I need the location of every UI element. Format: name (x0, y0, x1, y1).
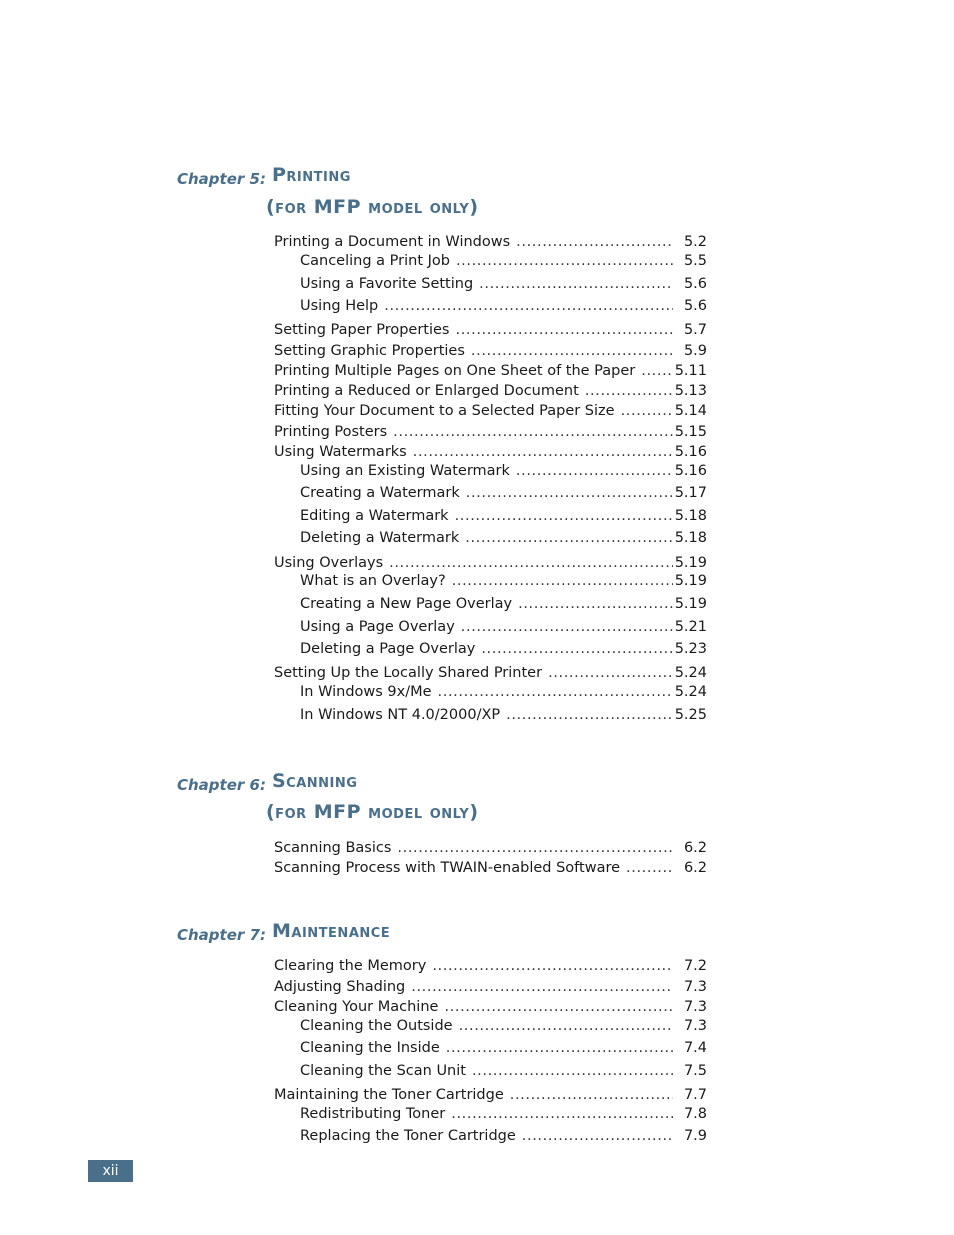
toc-leader-dots (641, 362, 673, 380)
toc-entry-title: Creating a New Page Overlay (300, 596, 513, 612)
toc-entry-page: 5.5 (683, 253, 707, 269)
toc-entry-title: Cleaning the Outside (300, 1018, 453, 1034)
toc-entry[interactable] (274, 342, 707, 360)
toc-entry-page: 5.19 (674, 573, 707, 589)
toc-entry-title: Replacing the Toner Cartridge (300, 1128, 516, 1144)
chapter-6-label: Chapter 6: (177, 776, 266, 794)
toc-entry[interactable] (274, 321, 707, 339)
toc-entry-title: Printing a Document in Windows (274, 234, 511, 250)
toc-leader-dots (621, 402, 673, 420)
toc-entry-page: 7.9 (683, 1128, 707, 1144)
toc-entry-page: 7.2 (683, 958, 707, 974)
toc-entry-title: Redistributing Toner (300, 1106, 446, 1122)
toc-leader-dots (585, 382, 673, 400)
toc-entry-page: 5.19 (674, 596, 707, 612)
chapter-5-title: Printing (272, 164, 351, 186)
toc-entry[interactable] (300, 595, 707, 613)
toc-entry[interactable] (300, 507, 707, 525)
chapter-6-title: Scanning (272, 770, 358, 792)
toc-leader-dots (479, 275, 673, 293)
toc-entry[interactable] (300, 462, 707, 480)
toc-entry[interactable] (300, 275, 707, 293)
toc-entry-page: 5.6 (683, 298, 707, 314)
toc-entry-title: Using Help (300, 298, 379, 314)
toc-entry-title: Clearing the Memory (274, 958, 427, 974)
toc-entry-title: Maintaining the Toner Cartridge (274, 1087, 504, 1103)
toc-entry-page: 5.16 (674, 463, 707, 479)
toc-leader-dots (461, 618, 673, 636)
toc-entry[interactable] (300, 529, 707, 547)
toc-leader-dots (432, 957, 673, 975)
toc-entry-title: Setting Up the Locally Shared Printer (274, 665, 543, 681)
toc-entry-title: Using Overlays (274, 555, 384, 571)
toc-entry-title: Deleting a Page Overlay (300, 641, 476, 657)
toc-entry[interactable] (300, 1062, 707, 1080)
toc-entry-title: Cleaning the Scan Unit (300, 1063, 466, 1079)
toc-entry[interactable] (274, 957, 707, 975)
toc-entry[interactable] (274, 554, 707, 572)
toc-entry-title: Setting Graphic Properties (274, 343, 465, 359)
toc-entry[interactable] (274, 233, 707, 251)
toc-leader-dots (456, 252, 673, 270)
toc-entry-title: Using a Page Overlay (300, 619, 455, 635)
toc-entry[interactable] (274, 998, 707, 1016)
toc-leader-dots (444, 998, 673, 1016)
toc-entry-title: Scanning Process with TWAIN-enabled Software (274, 860, 621, 876)
toc-leader-dots (446, 1039, 673, 1057)
toc-entry-title: Deleting a Watermark (300, 530, 460, 546)
toc-entry[interactable] (300, 297, 707, 315)
toc-entry-title: Creating a Watermark (300, 485, 460, 501)
toc-entry[interactable] (274, 423, 707, 441)
toc-entry[interactable] (300, 706, 707, 724)
toc-leader-dots (452, 572, 673, 590)
toc-entry-page: 5.13 (674, 383, 707, 399)
toc-entry-page: 5.7 (683, 322, 707, 338)
toc-entry-page: 7.4 (683, 1040, 707, 1056)
toc-entry-page: 5.6 (683, 276, 707, 292)
toc-entry-page: 5.14 (674, 403, 707, 419)
toc-entry-page: 7.7 (683, 1087, 707, 1103)
toc-leader-dots (438, 683, 673, 701)
toc-entry-page: 5.19 (674, 555, 707, 571)
chapter-6-subtitle: (for MFP model only) (266, 801, 479, 823)
toc-entry-page: 5.23 (674, 641, 707, 657)
toc-leader-dots (384, 297, 673, 315)
toc-leader-dots (516, 233, 673, 251)
toc-leader-dots (472, 1062, 673, 1080)
toc-leader-dots (548, 664, 673, 682)
toc-entry[interactable] (300, 1039, 707, 1057)
toc-entry-page: 5.15 (674, 424, 707, 440)
chapter-5-label: Chapter 5: (177, 170, 266, 188)
toc-entry[interactable] (300, 618, 707, 636)
toc-entry-page: 5.24 (674, 684, 707, 700)
toc-entry-title: Cleaning the Inside (300, 1040, 440, 1056)
toc-entry[interactable] (274, 839, 707, 857)
toc-entry-page: 6.2 (683, 860, 707, 876)
toc-entry-title: Setting Paper Properties (274, 322, 450, 338)
toc-entry-title: Using a Favorite Setting (300, 276, 474, 292)
toc-entry-title: Editing a Watermark (300, 508, 449, 524)
toc-entry-title: In Windows NT 4.0/2000/XP (300, 707, 501, 723)
toc-entry-page: 5.21 (674, 619, 707, 635)
toc-entry[interactable] (274, 859, 707, 877)
toc-entry-page: 5.18 (674, 508, 707, 524)
toc-leader-dots (516, 462, 673, 480)
toc-entry-page: 5.9 (683, 343, 707, 359)
toc-leader-dots (518, 595, 673, 613)
toc-entry-title: In Windows 9x/Me (300, 684, 432, 700)
toc-leader-dots (522, 1127, 673, 1145)
toc-leader-dots (506, 706, 673, 724)
toc-entry-title: Printing a Reduced or Enlarged Document (274, 383, 579, 399)
toc-entry[interactable] (274, 978, 707, 996)
toc-entry[interactable] (300, 640, 707, 658)
toc-entry[interactable] (274, 362, 707, 380)
toc-entry-title: Cleaning Your Machine (274, 999, 439, 1015)
toc-entry[interactable] (274, 382, 707, 400)
toc-leader-dots (481, 640, 673, 658)
toc-entry-title: Using Watermarks (274, 444, 407, 460)
toc-entry-page: 7.5 (683, 1063, 707, 1079)
toc-leader-dots (455, 507, 673, 525)
toc-leader-dots (411, 978, 673, 996)
toc-entry-page: 5.16 (674, 444, 707, 460)
toc-entry-title: Printing Posters (274, 424, 388, 440)
toc-entry[interactable] (300, 1105, 707, 1123)
toc-entry-page: 7.3 (683, 999, 707, 1015)
toc-leader-dots (413, 443, 673, 461)
toc-entry-page: 5.25 (674, 707, 707, 723)
toc-leader-dots (451, 1105, 673, 1123)
toc-entry[interactable] (274, 402, 707, 420)
toc-entry-page: 5.24 (674, 665, 707, 681)
toc-entry-page: 5.2 (683, 234, 707, 250)
toc-leader-dots (459, 1017, 673, 1035)
toc-entry-page: 7.3 (683, 979, 707, 995)
toc-entry[interactable] (300, 1127, 707, 1145)
toc-leader-dots (455, 321, 673, 339)
toc-entry-title: Fitting Your Document to a Selected Paper Size (274, 403, 615, 419)
chapter-7-label: Chapter 7: (177, 926, 266, 944)
toc-entry-page: 7.3 (683, 1018, 707, 1034)
page-number-badge: xii (88, 1160, 133, 1182)
toc-leader-dots (510, 1086, 673, 1104)
toc-entry-title: Scanning Basics (274, 840, 392, 856)
toc-entry[interactable] (300, 1017, 707, 1035)
chapter-7-title: Maintenance (272, 920, 391, 942)
toc-entry-page: 6.2 (683, 840, 707, 856)
toc-leader-dots (471, 342, 673, 360)
toc-leader-dots (389, 554, 673, 572)
toc-entry-page: 5.11 (674, 363, 707, 379)
toc-entry[interactable] (300, 572, 707, 590)
toc-leader-dots (397, 839, 673, 857)
chapter-5-subtitle: (for MFP model only) (266, 196, 479, 218)
toc-entry-title: Canceling a Print Job (300, 253, 450, 269)
toc-entry-title: What is an Overlay? (300, 573, 446, 589)
toc-entry[interactable] (274, 1086, 707, 1104)
toc-entry-title: Using an Existing Watermark (300, 463, 510, 479)
toc-entry[interactable] (300, 252, 707, 270)
toc-entry-title: Printing Multiple Pages on One Sheet of the Paper (274, 363, 636, 379)
toc-entry[interactable] (274, 664, 707, 682)
toc-entry[interactable] (300, 683, 707, 701)
toc-leader-dots (465, 529, 673, 547)
toc-leader-dots (466, 484, 673, 502)
toc-entry-page: 5.18 (674, 530, 707, 546)
toc-entry-page: 5.17 (674, 485, 707, 501)
toc-leader-dots (626, 859, 673, 877)
toc-entry-page: 7.8 (683, 1106, 707, 1122)
toc-entry[interactable] (300, 484, 707, 502)
toc-entry-title: Adjusting Shading (274, 979, 406, 995)
toc-leader-dots (393, 423, 673, 441)
toc-entry[interactable] (274, 443, 707, 461)
